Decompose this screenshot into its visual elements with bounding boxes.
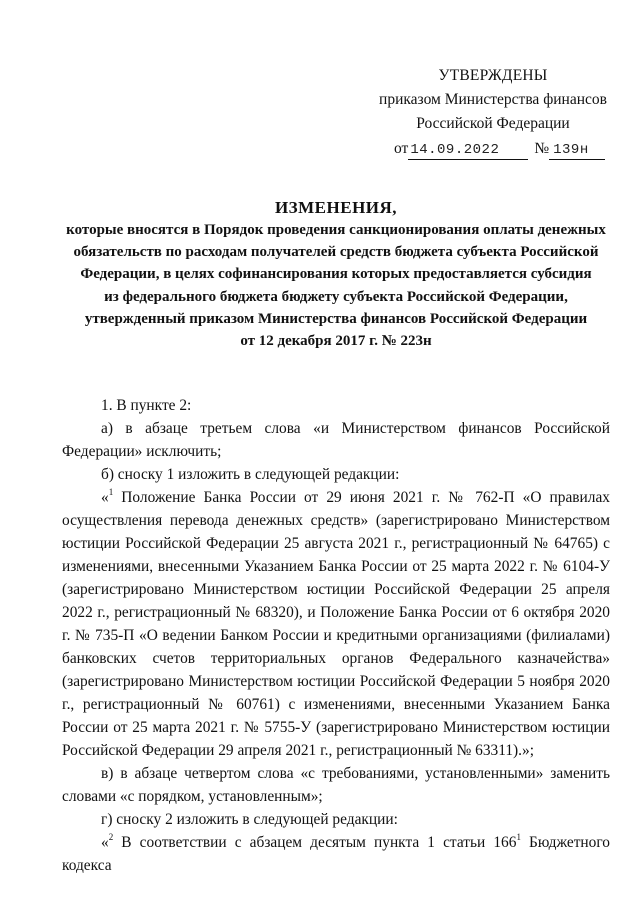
title-line: из федерального бюджета бюджету субъекта Российской Федерации, bbox=[104, 288, 568, 305]
document-title bbox=[40, 197, 632, 352]
approval-stamp bbox=[368, 64, 618, 161]
document-body bbox=[62, 394, 610, 877]
order-number: 139н bbox=[549, 141, 605, 160]
date-prefix: от bbox=[394, 140, 409, 157]
approval-date-number-row bbox=[368, 137, 618, 161]
order-date: 14.09.2022 bbox=[408, 141, 528, 160]
paragraph-item-v: в) в абзаце четвертом слова «с требованиями, установленными» заменить словами «с порядком, установленным»; bbox=[62, 765, 610, 805]
title-heading: ИЗМЕНЕНИЯ, bbox=[274, 198, 398, 217]
paragraph-footnote-2-text bbox=[62, 831, 610, 877]
paragraph-item-a: а) в абзаце третьем слова «и Министерством финансов Российской Федерации» исключить; bbox=[62, 420, 610, 460]
title-line: от 12 декабря 2017 г. № 223н bbox=[240, 333, 432, 350]
quote-open: « bbox=[101, 834, 109, 851]
approval-line-ministry: приказом Министерства финансов bbox=[379, 91, 607, 108]
paragraph-point-1: 1. В пункте 2: bbox=[101, 397, 192, 414]
paragraph-footnote-1-text bbox=[62, 486, 610, 762]
article-superscript: 1 bbox=[516, 832, 521, 842]
title-line: утвержденный приказом Министерства финансов Российской Федерации bbox=[84, 310, 588, 327]
paragraph-item-g: г) сноску 2 изложить в следующей редакции: bbox=[101, 811, 398, 828]
title-line: которые вносятся в Порядок проведения санкционирования оплаты денежных bbox=[66, 222, 606, 238]
footnote-mark-1: 1 bbox=[108, 487, 114, 497]
footnote-mark-2: 2 bbox=[108, 832, 114, 842]
footnote-1-content: Положение Банка России от 29 июня 2021 г. № 762-П «О правилах осуществления перевода денежных средств» (зарегистрировано Министерством юстиции Российской Федерации 25 августа 2021 г., регистрационный № 64765) с изменениями, внесенными Указанием Банка России от 25 марта 2022 г. № 6104-У (зарегистрировано Министерством юстиции Российской Федерации 25 апреля 2022 г., регистрационный № 68320), и Положение Банка России от 6 октября 2020 г. № 735-П «О ведении Банком России и кредитными организациями (филиалами) банковских счетов территориальных органов Федерального казначейства» (зарегистрировано Министерством юстиции Российской Федерации 5 ноября 2020 г., регистрационный № 60761) с изменениями, внесенными Указанием Банка России от 25 марта 2021 г. № 5755-У (зарегистрировано Министерством юстиции Российской Федерации 29 апреля 2021 г., регистрационный № 63311).»; bbox=[62, 489, 610, 759]
approval-heading: УТВЕРЖДЕНЫ bbox=[438, 67, 548, 84]
number-sign: № bbox=[534, 140, 550, 157]
footnote-2-content-b: Бюджетного кодекса bbox=[62, 834, 610, 874]
quote-open: « bbox=[101, 489, 109, 506]
approval-line-federation: Российской Федерации bbox=[416, 115, 570, 132]
title-line: обязательств по расходам получателей средств бюджета субъекта Российской bbox=[73, 244, 599, 261]
footnote-2-content-a: В соответствии с абзацем десятым пункта 1 статьи 166 bbox=[113, 834, 517, 851]
title-line: Федерации, в целях софинансирования которых предоставляется субсидия bbox=[80, 266, 592, 283]
paragraph-item-b: б) сноску 1 изложить в следующей редакции: bbox=[101, 466, 400, 483]
